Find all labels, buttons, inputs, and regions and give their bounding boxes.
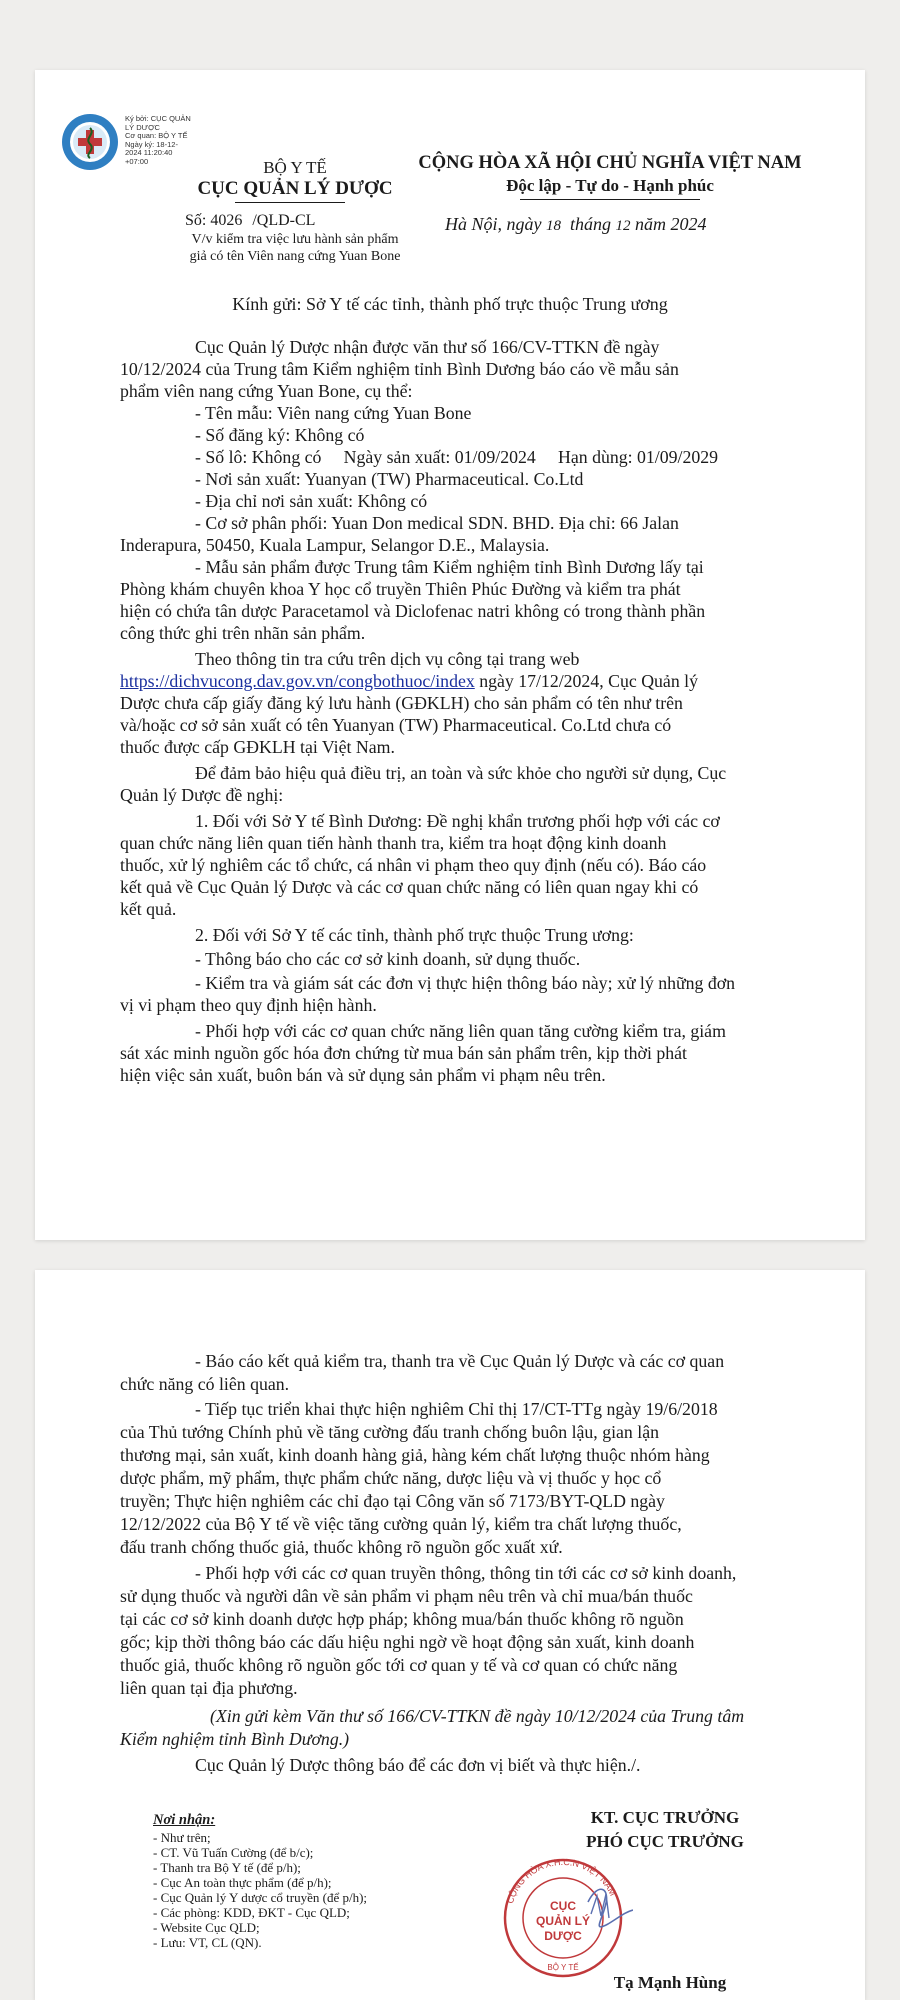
sig-line: Ngày ký: 18-12- [125, 139, 178, 149]
body-line: - Phối hợp với các cơ quan truyền thông, thông tin tới các cơ sở kinh doanh, [195, 1563, 737, 1583]
attachment-note: Kiểm nghiệm tỉnh Bình Dương.) [120, 1729, 350, 1749]
document-number [185, 212, 405, 230]
body-line: hiện việc sản xuất, buôn bán và sử dụng sản phẩm vi phạm nêu trên. [120, 1065, 606, 1085]
body-line: - Tên mẫu: Viên nang cứng Yuan Bone [195, 403, 472, 423]
body-line: Quản lý Dược đề nghị: [120, 785, 284, 805]
body-line: - Thông báo cho các cơ sở kinh doanh, sử dụng thuốc. [195, 949, 581, 969]
body-line: - Số lô: Không có Ngày sản xuất: 01/09/2024 Hạn dùng: 01/09/2029 [195, 447, 719, 467]
body-line: Phòng khám chuyên khoa Y học cổ truyền Thiên Phúc Đường và kiểm tra phát [120, 579, 681, 599]
body-line: - Cơ sở phân phối: Yuan Don medical SDN. BHD. Địa chỉ: 66 Jalan [195, 513, 679, 533]
recipient-item: - CT. Vũ Tuấn Cường (để b/c); [153, 1845, 314, 1860]
doc-number-label: Số: [185, 212, 207, 229]
document-page-2 [35, 1270, 865, 2000]
body-line: thuốc giả, thuốc không rõ nguồn gốc tới cơ quan y tế và cơ quan có chức năng [120, 1655, 678, 1675]
body-line: - Tiếp tục triển khai thực hiện nghiêm Chỉ thị 17/CT-TTg ngày 19/6/2018 [195, 1399, 718, 1419]
body-line: Để đảm bảo hiệu quả điều trị, an toàn và sức khỏe cho người sử dụng, Cục [195, 763, 727, 783]
body-line: Inderapura, 50450, Kuala Lampur, Selangor D.E., Malaysia. [120, 535, 550, 555]
body-line: tại các cơ sở kinh doanh dược hợp pháp; không mua/bán thuốc không rõ nguồn [120, 1609, 684, 1629]
stamp-ring-text: CỘNG HÒA X.H.C.N VIỆT NAM [504, 1856, 619, 1905]
body-line: 1. Đối với Sở Y tế Bình Dương: Đề nghị khẩn trương phối hợp với các cơ [195, 811, 720, 831]
document-date [445, 214, 825, 235]
body-line: sát xác minh nguồn gốc hóa đơn chứng từ mua bán sản phẩm trên, kịp thời phát [120, 1043, 687, 1063]
ministry-logo-icon [60, 112, 120, 172]
body-line: quan chức năng liên quan tiến hành thanh tra, kiểm tra hoạt động kinh doanh [120, 833, 667, 853]
recipient-item: - Lưu: VT, CL (QN). [153, 1935, 262, 1950]
body-line: kết quả. [120, 899, 177, 919]
national-motto: Độc lập - Tự do - Hạnh phúc [506, 176, 714, 195]
sig-line: LÝ DƯỢC [125, 122, 160, 132]
doc-code: /QLD-CL [252, 212, 316, 229]
sig-line: Ký bởi: CỤC QUẢN [125, 114, 191, 123]
body-line: - Nơi sản xuất: Yuanyan (TW) Pharmaceutical. Co.Ltd [195, 469, 584, 489]
body-line: Dược chưa cấp giấy đăng ký lưu hành (GĐKLH) cho sản phẩm có tên như trên [120, 693, 683, 713]
body-line: 12/12/2022 của Bộ Y tế về việc tăng cường quản lý, kiểm tra chất lượng thuốc, [120, 1514, 682, 1534]
sig-line: 2024 11:20:40 [125, 148, 173, 158]
body-line: đấu tranh chống thuốc giả, thuốc không rõ nguồn gốc xuất xứ. [120, 1537, 563, 1557]
body-line: dược phẩm, mỹ phẩm, thực phẩm chức năng, dược liệu và vị thuốc y học cổ [120, 1468, 662, 1488]
body-line: liên quan tại địa phương. [120, 1678, 298, 1698]
body-line-with-link [120, 670, 698, 692]
body-line: sử dụng thuốc và người dân về sản phẩm vi phạm nêu trên và chỉ mua/bán thuốc [120, 1586, 693, 1606]
body-line: thuốc được cấp GĐKLH tại Việt Nam. [120, 737, 395, 757]
date-month-label: tháng [570, 214, 612, 234]
body-line: của Thủ tướng Chính phủ về tăng cường đấu tranh chống buôn lậu, gian lận [120, 1422, 659, 1442]
date-year: năm 2024 [635, 214, 707, 234]
signer-title-2: PHÓ CỤC TRƯỞNG [586, 1832, 744, 1851]
stamp-text: QUẢN LÝ [536, 1914, 590, 1928]
agency-underline [235, 202, 345, 203]
recipient-item: - Như trên; [153, 1830, 211, 1845]
body-line: 10/12/2024 của Trung tâm Kiểm nghiệm tỉnh Bình Dương báo cáo về mẫu sản [120, 359, 679, 379]
body-line: Theo thông tin tra cứu trên dịch vụ công tại trang web [195, 649, 580, 669]
sig-line: Cơ quan: BỘ Y TẾ [125, 131, 188, 141]
country-name: CỘNG HÒA XÃ HỘI CHỦ NGHĨA VIỆT NAM [418, 153, 802, 173]
date-month: 12 [615, 218, 631, 234]
body-line: vị vi phạm theo quy định hiện hành. [120, 995, 377, 1015]
doc-number-value: 4026 [210, 212, 243, 229]
signer-name: Tạ Mạnh Hùng [613, 1973, 727, 1992]
agency-name: CỤC QUẢN LÝ DƯỢC [197, 178, 393, 199]
subject-line: V/v kiểm tra việc lưu hành sản phẩm [191, 232, 399, 247]
agency-parent: BỘ Y TẾ [263, 158, 327, 177]
document-subject [125, 231, 465, 265]
body-line: - Báo cáo kết quả kiểm tra, thanh tra về Cục Quản lý Dược và các cơ quan [195, 1351, 725, 1371]
document-page-1 [35, 70, 865, 1240]
recipient-item: - Cục An toàn thực phẩm (để p/h); [153, 1875, 332, 1890]
greeting: Kính gửi: Sở Y tế các tỉnh, thành phố trực thuộc Trung ương [232, 294, 668, 314]
body-line: kết quả về Cục Quản lý Dược và các cơ quan chức năng có liên quan ngay khi có [120, 877, 699, 897]
closing-line: Cục Quản lý Dược thông báo để các đơn vị biết và thực hiện./. [195, 1755, 641, 1775]
body-line: - Mẫu sản phẩm được Trung tâm Kiểm nghiệm tỉnh Bình Dương lấy tại [195, 557, 704, 577]
date-day: 18 [546, 218, 561, 234]
lookup-link[interactable]: https://dichvucong.dav.gov.vn/congbothuoc/index [120, 671, 475, 691]
body-line: gốc; kịp thời thông báo các dấu hiệu nghi ngờ về hoạt động sản xuất, kinh doanh [120, 1632, 695, 1652]
body-line: công thức ghi trên nhãn sản phẩm. [120, 623, 366, 643]
body-line: - Kiểm tra và giám sát các đơn vị thực hiện thông báo này; xử lý những đơn [195, 973, 736, 993]
body-line: - Phối hợp với các cơ quan chức năng liên quan tăng cường kiểm tra, giám [195, 1021, 726, 1041]
recipient-item: - Website Cục QLD; [153, 1920, 260, 1935]
stamp-bottom-text: BỘ Y TẾ [547, 1963, 579, 1972]
body-line: Cục Quản lý Dược nhận được văn thư số 166/CV-TTKN đề ngày [195, 337, 660, 357]
body-line: - Địa chỉ nơi sản xuất: Không có [195, 491, 428, 511]
stamp-text: DƯỢC [544, 1929, 582, 1943]
attachment-note: (Xin gửi kèm Văn thư số 166/CV-TTKN đề ngày 10/12/2024 của Trung tâm [210, 1706, 745, 1726]
body-line: hiện có chứa tân dược Paracetamol và Diclofenac natri không có trong thành phần [120, 601, 706, 621]
signer-title-1: KT. CỤC TRƯỞNG [590, 1808, 740, 1827]
subject-line: giả có tên Viên nang cứng Yuan Bone [189, 249, 401, 264]
svg-text:CỘNG HÒA X.H.C.N VIỆT NAM [505, 1857, 618, 1905]
recipients-heading: Nơi nhận: [153, 1812, 216, 1828]
body-line-tail: ngày 17/12/2024, Cục Quản lý [479, 671, 698, 691]
body-line: thuốc, xử lý nghiêm các tổ chức, cá nhân vi phạm theo quy định (nếu có). Báo cáo [120, 855, 707, 875]
body-line: truyền; Thực hiện nghiêm các chỉ đạo tại Công văn số 7173/BYT-QLD ngày [120, 1491, 665, 1511]
motto-underline [520, 199, 700, 200]
date-prefix: Hà Nội, ngày [445, 214, 542, 234]
sig-line: +07:00 [125, 156, 149, 166]
body-line: - Số đăng ký: Không có [195, 425, 365, 445]
body-line: chức năng có liên quan. [120, 1374, 290, 1394]
official-stamp-icon [493, 1852, 633, 1982]
body-line: phẩm viên nang cứng Yuan Bone, cụ thể: [120, 381, 413, 401]
body-line: 2. Đối với Sở Y tế các tỉnh, thành phố trực thuộc Trung ương: [195, 925, 634, 945]
recipient-item: - Các phòng: KDD, ĐKT - Cục QLD; [153, 1905, 350, 1920]
digital-signature-info [125, 115, 215, 167]
stamp-text: CỤC [550, 1899, 576, 1913]
recipients-list [153, 1830, 483, 1950]
body-line: thương mại, sản xuất, kinh doanh hàng giả, hàng kém chất lượng thuộc nhóm hàng [120, 1445, 710, 1465]
body-line: và/hoặc cơ sở sản xuất có tên Yuanyan (TW) Pharmaceutical. Co.Ltd chưa có [120, 715, 672, 735]
recipient-item: - Cục Quản lý Y dược cổ truyền (để p/h); [153, 1890, 368, 1905]
recipient-item: - Thanh tra Bộ Y tế (để p/h); [153, 1860, 301, 1875]
